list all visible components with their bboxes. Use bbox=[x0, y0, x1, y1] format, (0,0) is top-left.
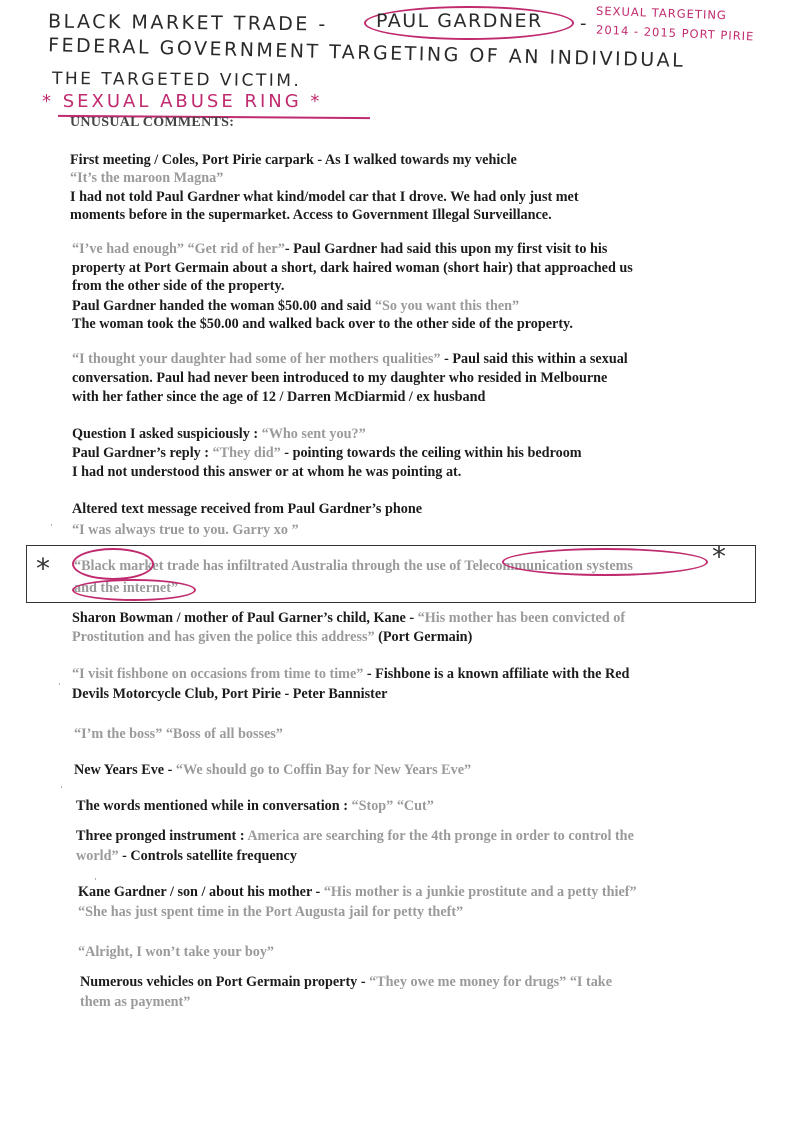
typed-text: I had not understood this answer or at whom he was pointing at. bbox=[72, 464, 462, 480]
typed-text: (Port Germain) bbox=[374, 629, 473, 645]
comment-line bbox=[72, 520, 299, 540]
comment-line bbox=[70, 168, 223, 188]
quoted-text: “So you want this then” bbox=[374, 298, 520, 314]
comment-line bbox=[72, 368, 607, 388]
comment-line bbox=[78, 902, 463, 922]
typed-text: with her father since the age of 12 / Darren McDiarmid / ex husband bbox=[72, 389, 486, 405]
quoted-text: “They owe me money for drugs” “I take bbox=[369, 974, 612, 990]
quoted-text: “She has just spent time in the Port Augusta jail for petty theft” bbox=[78, 904, 464, 920]
typed-text: Devils Motorcycle Club, Port Pirie - Peter Bannister bbox=[72, 686, 388, 702]
typed-text: New Years Eve - bbox=[74, 762, 176, 778]
handwritten-title-line-3: THE TARGETED VICTIM. bbox=[51, 68, 302, 92]
comment-line bbox=[72, 239, 607, 259]
quoted-text: Prostitution and has given the police this address” bbox=[72, 629, 375, 645]
comment-line bbox=[72, 349, 628, 369]
comment-line bbox=[78, 942, 274, 962]
comment-line bbox=[70, 205, 552, 225]
typed-text: - Controls satellite frequency bbox=[118, 848, 297, 864]
quoted-text: world” bbox=[76, 848, 119, 864]
typed-text: Three pronged instrument : bbox=[76, 828, 248, 844]
section-label: UNUSUAL COMMENTS: bbox=[70, 115, 235, 130]
star-mark-right: * bbox=[712, 540, 726, 573]
scan-speck: · bbox=[50, 521, 53, 531]
comment-line bbox=[72, 499, 422, 519]
comment-line bbox=[72, 387, 485, 407]
quoted-text: “His mother has been convicted of bbox=[417, 610, 626, 626]
quoted-text: “Who sent you?” bbox=[261, 426, 366, 442]
handwritten-ring-heading: * SEXUAL ABUSE RING * bbox=[42, 91, 323, 112]
comment-line bbox=[80, 972, 612, 992]
quoted-text: “It’s the maroon Magna” bbox=[70, 170, 224, 186]
quoted-text: “Black market trade has infiltrated Australia through the use of Telecommunication systems bbox=[74, 558, 633, 574]
comment-line bbox=[72, 462, 461, 482]
typed-text: - Paul Gardner had said this upon my first visit to his bbox=[284, 241, 608, 257]
comment-line bbox=[72, 314, 573, 334]
typed-text: - Fishbone is a known affiliate with the Red bbox=[363, 666, 630, 682]
star-mark-left: * bbox=[36, 552, 50, 585]
quoted-text: “We should go to Coffin Bay for New Years Eve” bbox=[175, 762, 472, 778]
typed-text: The woman took the $50.00 and walked back over to the other side of the property. bbox=[72, 316, 573, 332]
quoted-text: “I thought your daughter had some of her mothers qualities” bbox=[72, 351, 441, 367]
comment-line bbox=[72, 608, 625, 628]
typed-text: Paul Gardner’s reply : bbox=[72, 445, 213, 461]
comment-line bbox=[72, 664, 629, 684]
handwritten-title-line-2: FEDERAL GOVERNMENT TARGETING OF AN INDIVIDUAL bbox=[47, 34, 686, 72]
margin-note-line-2: 2014 - 2015 PORT PIRIE bbox=[595, 22, 755, 44]
typed-text: from the other side of the property. bbox=[72, 278, 285, 294]
typed-text: First meeting / Coles, Port Pirie carpark - As I walked towards my vehicle bbox=[70, 152, 517, 168]
comment-line bbox=[72, 424, 366, 444]
comment-line bbox=[74, 760, 471, 780]
comment-line bbox=[74, 724, 283, 744]
comment-line bbox=[76, 796, 434, 816]
comment-line bbox=[76, 826, 634, 846]
scan-speck: · bbox=[60, 783, 63, 793]
comment-line bbox=[72, 296, 519, 316]
comment-line bbox=[70, 187, 579, 207]
typed-text: The words mentioned while in conversation : bbox=[76, 798, 352, 814]
circle-annotation-telecommunication bbox=[502, 548, 708, 576]
quoted-text: “I’m the boss” “Boss of all bosses” bbox=[74, 726, 283, 742]
circle-annotation-internet bbox=[72, 579, 196, 601]
quoted-text: “I’ve had enough” “Get rid of her” bbox=[72, 241, 285, 257]
handwritten-title-line-1: BLACK MARKET TRADE - bbox=[47, 10, 328, 36]
quoted-text: “They did” bbox=[212, 445, 281, 461]
scan-speck: · bbox=[58, 680, 61, 690]
handwritten-dash: - bbox=[580, 13, 587, 34]
handwritten-name: PAUL GARDNER bbox=[376, 10, 543, 32]
typed-text: Paul Gardner handed the woman $50.00 and said bbox=[72, 298, 375, 314]
margin-note-line-1: SEXUAL TARGETING bbox=[595, 3, 728, 23]
quoted-text: “His mother is a junkie prostitute and a petty thief” bbox=[323, 884, 637, 900]
typed-text: - pointing towards the ceiling within his bedroom bbox=[280, 445, 582, 461]
circle-annotation-black-market bbox=[72, 548, 154, 580]
comment-line bbox=[72, 443, 582, 463]
typed-text: Question I asked suspiciously : bbox=[72, 426, 262, 442]
quoted-text: “Alright, I won’t take your boy” bbox=[78, 944, 275, 960]
typed-text: moments before in the supermarket. Access to Government Illegal Surveillance. bbox=[70, 207, 552, 223]
typed-text: I had not told Paul Gardner what kind/model car that I drove. We had only just met bbox=[70, 189, 579, 205]
quoted-text: them as payment” bbox=[80, 994, 191, 1010]
typed-text: - Paul said this within a sexual bbox=[440, 351, 628, 367]
typed-text: Altered text message received from Paul Gardner’s phone bbox=[72, 501, 423, 517]
typed-text: Numerous vehicles on Port Germain property - bbox=[80, 974, 370, 990]
comment-line bbox=[70, 150, 517, 170]
quoted-text: America are searching for the 4th pronge in order to control the bbox=[247, 828, 634, 844]
comment-line bbox=[76, 846, 297, 866]
quoted-text: “Stop” “Cut” bbox=[351, 798, 434, 814]
typed-text: Kane Gardner / son / about his mother - bbox=[78, 884, 324, 900]
comment-line bbox=[78, 882, 637, 902]
typed-text: property at Port Germain about a short, dark haired woman (short hair) that approached us bbox=[72, 260, 633, 276]
typed-text: conversation. Paul had never been introduced to my daughter who resided in Melbourne bbox=[72, 370, 608, 386]
comment-line bbox=[72, 258, 633, 278]
comment-line bbox=[72, 276, 284, 296]
typed-text: Sharon Bowman / mother of Paul Garner’s child, Kane - bbox=[72, 610, 418, 626]
comment-line bbox=[80, 992, 190, 1012]
quoted-text: “I was always true to you. Garry xo ” bbox=[72, 522, 299, 538]
scan-speck: · bbox=[94, 875, 97, 885]
quoted-text: and the internet” bbox=[74, 580, 179, 596]
quoted-text: “I visit fishbone on occasions from time to time” bbox=[72, 666, 364, 682]
comment-line bbox=[72, 684, 387, 704]
comment-line bbox=[72, 627, 472, 647]
